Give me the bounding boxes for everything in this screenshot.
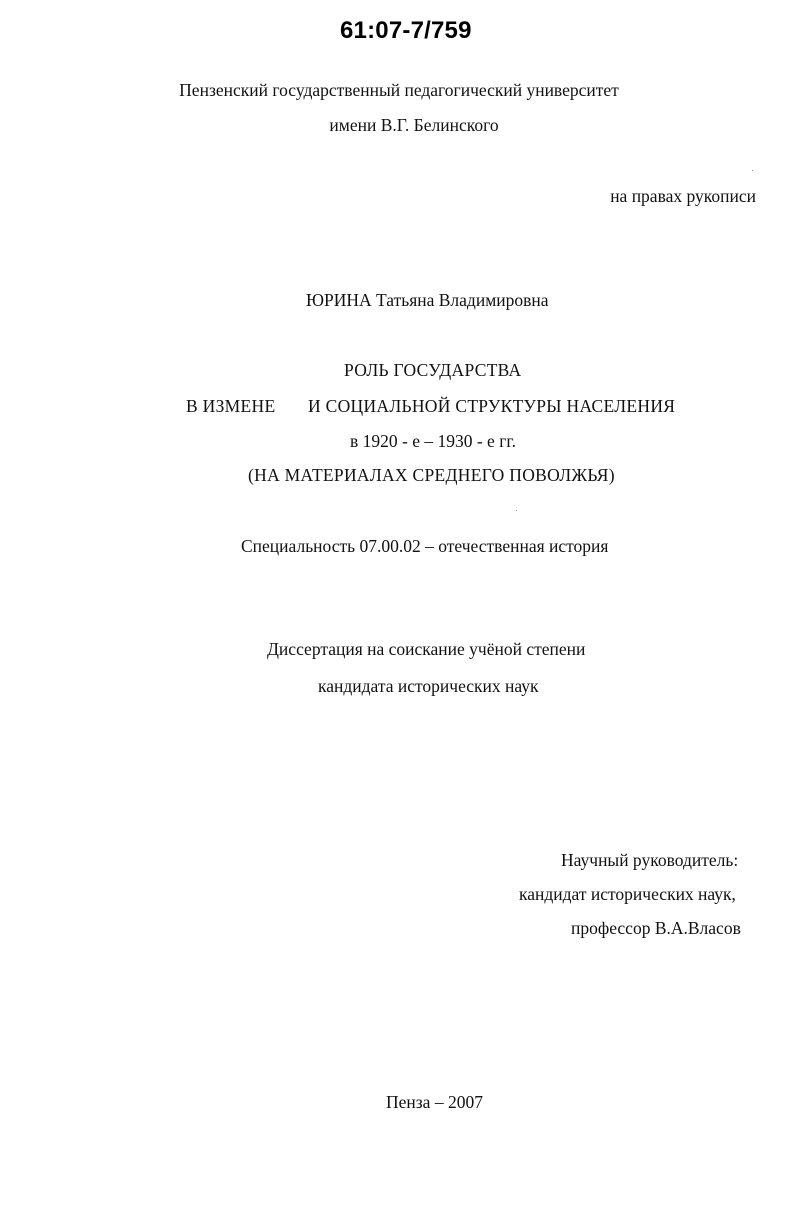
manuscript-rights-note: на правах рукописи — [610, 186, 756, 206]
supervisor-name: профессор В.А.Власов — [571, 918, 741, 938]
title-line-3-period: в 1920 - е – 1930 - е гг. — [350, 431, 516, 451]
dissertation-degree-line-2: кандидата исторических наук — [318, 676, 539, 696]
scan-speck — [752, 170, 753, 171]
author-name: ЮРИНА Татьяна Владимировна — [306, 290, 549, 310]
university-name: Пензенский государственный педагогический университет — [179, 80, 619, 100]
dissertation-degree-line-1: Диссертация на соискание учёной степени — [267, 639, 586, 659]
scan-speck — [516, 510, 517, 511]
city-year: Пенза – 2007 — [386, 1092, 483, 1112]
title-line-1: РОЛЬ ГОСУДАРСТВА — [344, 360, 522, 380]
university-named-after: имени В.Г. Белинского — [329, 115, 499, 135]
supervisor-degree: кандидат исторических наук, — [519, 884, 736, 904]
archive-stamp-number: 61:07-7/759 — [340, 17, 472, 44]
title-line-4-region: (НА МАТЕРИАЛАХ СРЕДНЕГО ПОВОЛЖЬЯ) — [248, 465, 615, 485]
supervisor-label: Научный руководитель: — [561, 850, 739, 870]
title-line-2-end: И СОЦИАЛЬНОЙ СТРУКТУРЫ НАСЕЛЕНИЯ — [308, 396, 676, 416]
specialty: Специальность 07.00.02 – отечественная история — [241, 536, 609, 556]
title-line-2-start: В ИЗМЕНЕ — [186, 396, 276, 416]
